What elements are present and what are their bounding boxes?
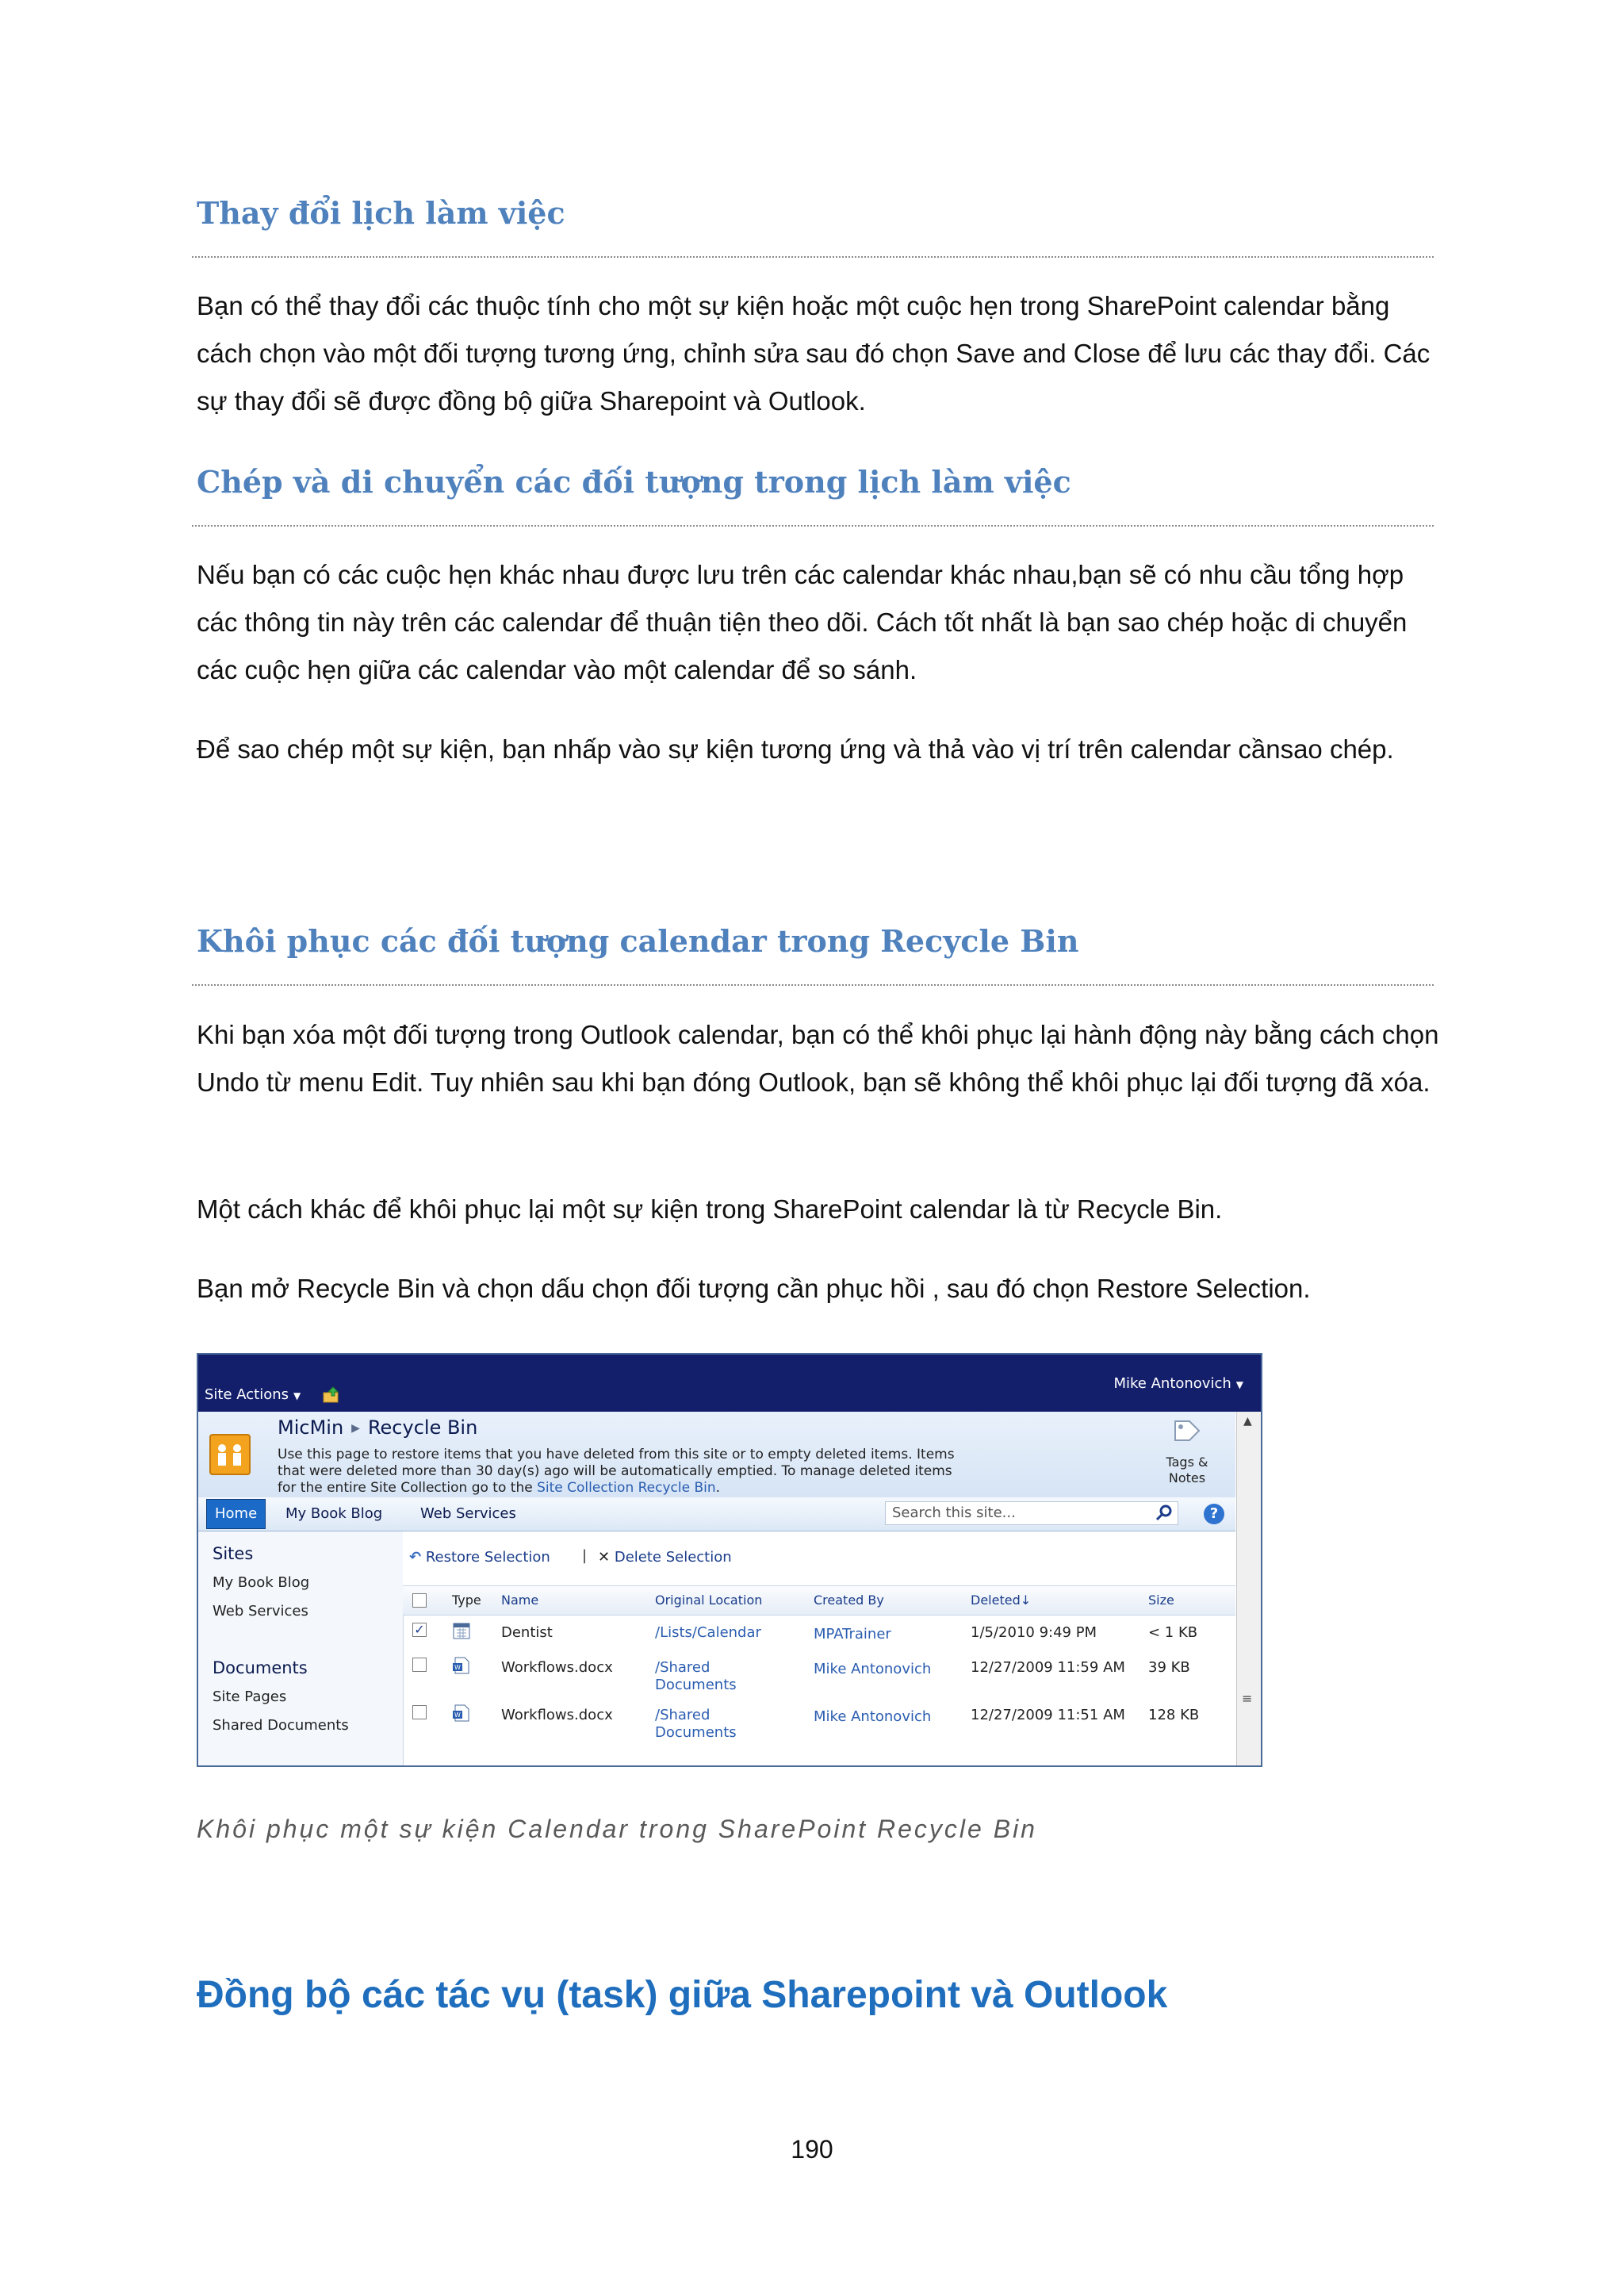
- description-end: .: [715, 1480, 721, 1496]
- scroll-up-icon[interactable]: ▲: [1243, 1415, 1252, 1428]
- description-line: that were deleted more than 30 day(s) ago will be automatically emptied. To manage deleted items: [278, 1463, 952, 1479]
- user-name: Mike Antonovich: [1113, 1375, 1231, 1392]
- sort-descending-icon: ↓: [1020, 1593, 1032, 1608]
- svg-text:W: W: [454, 1664, 461, 1671]
- user-menu[interactable]: [1113, 1375, 1243, 1392]
- row-name[interactable]: Workflows.docx: [501, 1707, 613, 1723]
- word-document-icon: [452, 1656, 471, 1675]
- recycle-bin-toolbar: [403, 1531, 1235, 1586]
- tab-my-book-blog[interactable]: My Book Blog: [285, 1505, 383, 1522]
- notes-label: Notes: [1168, 1470, 1206, 1485]
- quick-launch-item[interactable]: My Book Blog: [213, 1574, 310, 1591]
- row-checkbox-checked[interactable]: ✓: [412, 1623, 427, 1637]
- chapter-heading: Đồng bộ các tác vụ (task) giữa Sharepoint và Outlook: [197, 1974, 1168, 2016]
- column-type[interactable]: Type: [452, 1593, 481, 1608]
- restore-selection-label: Restore Selection: [425, 1549, 550, 1566]
- page-description: [278, 1447, 1039, 1497]
- description-line-with-link: [278, 1480, 1039, 1497]
- row-checkbox[interactable]: [412, 1658, 427, 1672]
- row-deleted: 1/5/2010 9:49 PM: [971, 1624, 1097, 1641]
- row-location-line: /Shared: [655, 1707, 710, 1723]
- quick-launch-documents[interactable]: Documents: [213, 1658, 308, 1677]
- table-row[interactable]: [403, 1656, 1235, 1702]
- section-heading-change-calendar: Thay đổi lịch làm việc: [197, 195, 565, 231]
- breadcrumb: [278, 1416, 477, 1439]
- row-location-line: /Shared: [655, 1659, 710, 1676]
- paragraph: Để sao chép một sự kiện, bạn nhấp vào sự kiện tương ứng và thả vào vị trí trên calendar cầnsao chép.: [197, 734, 1394, 764]
- navigate-up-icon[interactable]: [322, 1386, 341, 1404]
- top-navigation: [198, 1497, 1235, 1531]
- tag-icon: [1172, 1418, 1202, 1445]
- site-actions-label: Site Actions: [205, 1386, 289, 1403]
- row-checkbox[interactable]: [412, 1705, 427, 1719]
- column-deleted-label: Deleted: [971, 1593, 1021, 1608]
- column-deleted[interactable]: [971, 1593, 1031, 1608]
- grid-header: [403, 1586, 1235, 1616]
- chevron-down-icon: ▼: [293, 1390, 301, 1401]
- row-created-by[interactable]: MPATrainer: [814, 1626, 891, 1642]
- paragraph: Nếu bạn có các cuộc hẹn khác nhau được lưu trên các calendar khác nhau,bạn sẽ có nhu cầu tổng hợp các thông tin này trên các calendar để thuận tiện theo dõi. Cách tốt nhất là bạn sao chép hoặc di chuyển các cuộc hẹn giữa các calendar vào một calendar để so sánh.: [197, 560, 1408, 684]
- figure-caption: Khôi phục một sự kiện Calendar trong SharePoint Recycle Bin: [197, 1815, 1037, 1843]
- paragraph: Bạn mở Recycle Bin và chọn dấu chọn đối tượng cần phục hồi , sau đó chọn Restore Selection.: [197, 1274, 1311, 1303]
- row-created-by[interactable]: Mike Antonovich: [814, 1708, 932, 1725]
- row-deleted: 12/27/2009 11:51 AM: [971, 1707, 1125, 1723]
- description-line: for the entire Site Collection go to the: [278, 1480, 533, 1496]
- restore-selection-button[interactable]: [409, 1549, 550, 1566]
- search-input[interactable]: Search this site...: [885, 1501, 1178, 1525]
- delete-selection-button[interactable]: [598, 1549, 732, 1566]
- sharepoint-page-header: [198, 1412, 1235, 1497]
- heading-rule: [192, 256, 1434, 258]
- select-all-checkbox[interactable]: [412, 1593, 427, 1608]
- table-row[interactable]: [403, 1704, 1235, 1750]
- row-name[interactable]: Workflows.docx: [501, 1659, 613, 1676]
- column-created-by[interactable]: Created By: [814, 1593, 884, 1608]
- section-heading-copy-move: Chép và di chuyển các đối tượng trong lịch làm việc: [197, 464, 1071, 500]
- row-size: < 1 KB: [1148, 1624, 1198, 1641]
- column-name[interactable]: Name: [501, 1593, 539, 1608]
- chevron-down-icon: ▼: [1235, 1379, 1243, 1390]
- quick-launch-sites[interactable]: Sites: [213, 1544, 254, 1563]
- tags-label: Tags &: [1166, 1455, 1208, 1470]
- row-deleted: 12/27/2009 11:59 AM: [971, 1659, 1125, 1676]
- vertical-scrollbar[interactable]: [1236, 1412, 1261, 1765]
- row-name[interactable]: Dentist: [501, 1624, 553, 1641]
- restore-icon: ↶: [409, 1549, 422, 1566]
- description-line: Use this page to restore items that you have deleted from this site or to empty deleted items. Items: [278, 1447, 955, 1462]
- breadcrumb-separator-icon: ▶: [351, 1422, 360, 1435]
- site-logo-icon: [209, 1434, 251, 1475]
- paragraph: Một cách khác để khôi phục lại một sự kiện trong SharePoint calendar là từ Recycle Bin.: [197, 1194, 1223, 1224]
- delete-selection-label: Delete Selection: [614, 1549, 732, 1566]
- quick-launch-item[interactable]: Shared Documents: [213, 1717, 349, 1734]
- quick-launch: [198, 1531, 404, 1765]
- row-size: 128 KB: [1148, 1707, 1200, 1723]
- row-created-by[interactable]: Mike Antonovich: [814, 1661, 932, 1677]
- tab-home[interactable]: Home: [206, 1499, 266, 1529]
- quick-launch-item[interactable]: Web Services: [213, 1603, 308, 1619]
- tags-notes-button[interactable]: [1159, 1418, 1215, 1486]
- column-size[interactable]: Size: [1148, 1593, 1174, 1608]
- paragraph: Khi bạn xóa một đối tượng trong Outlook calendar, bạn có thể khôi phục lại hành động này bằng cách chọn Undo từ menu Edit. Tuy nhiên sau khi bạn đóng Outlook, bạn sẽ không thể khôi phục lại đối tượng đã xóa.: [197, 1020, 1439, 1097]
- heading-rule: [192, 525, 1434, 527]
- row-location[interactable]: [655, 1659, 737, 1694]
- tab-web-services[interactable]: Web Services: [420, 1505, 516, 1522]
- row-location-line: Documents: [655, 1677, 737, 1693]
- row-location[interactable]: [655, 1707, 737, 1742]
- sharepoint-top-bar: [198, 1355, 1261, 1412]
- table-row[interactable]: [403, 1621, 1235, 1653]
- column-original-location[interactable]: Original Location: [655, 1593, 763, 1608]
- paragraph: Bạn có thể thay đổi các thuộc tính cho một sự kiện hoặc một cuộc hẹn trong SharePoint calendar bằng cách chọn vào một đối tượng tương ứng, chỉnh sửa sau đó chọn Save and Close để lưu các thay đổi. Các sự thay đổi sẽ được đồng bộ giữa Sharepoint và Outlook.: [197, 291, 1431, 416]
- word-document-icon: [452, 1704, 471, 1723]
- delete-icon: ✕: [598, 1549, 611, 1566]
- site-actions-menu[interactable]: [205, 1386, 301, 1403]
- scroll-grip-icon[interactable]: ≡: [1242, 1691, 1253, 1706]
- row-size: 39 KB: [1148, 1659, 1190, 1676]
- help-icon[interactable]: ?: [1204, 1504, 1224, 1524]
- site-collection-recycle-bin-link[interactable]: Site Collection Recycle Bin: [537, 1480, 716, 1496]
- quick-launch-item[interactable]: Site Pages: [213, 1688, 287, 1705]
- row-location[interactable]: /Lists/Calendar: [655, 1624, 761, 1641]
- heading-rule: [192, 984, 1434, 986]
- sharepoint-screenshot: [197, 1353, 1262, 1767]
- toolbar-separator: |: [582, 1547, 588, 1564]
- page-number: 190: [791, 2135, 833, 2164]
- svg-text:W: W: [454, 1711, 461, 1719]
- breadcrumb-site-link[interactable]: MicMin: [278, 1416, 344, 1439]
- search-icon[interactable]: [1155, 1504, 1174, 1523]
- breadcrumb-page: Recycle Bin: [367, 1416, 478, 1439]
- row-location-line: Documents: [655, 1724, 737, 1741]
- calendar-icon: [452, 1621, 471, 1640]
- section-heading-recycle-bin: Khôi phục các đối tượng calendar trong Recycle Bin: [197, 923, 1079, 959]
